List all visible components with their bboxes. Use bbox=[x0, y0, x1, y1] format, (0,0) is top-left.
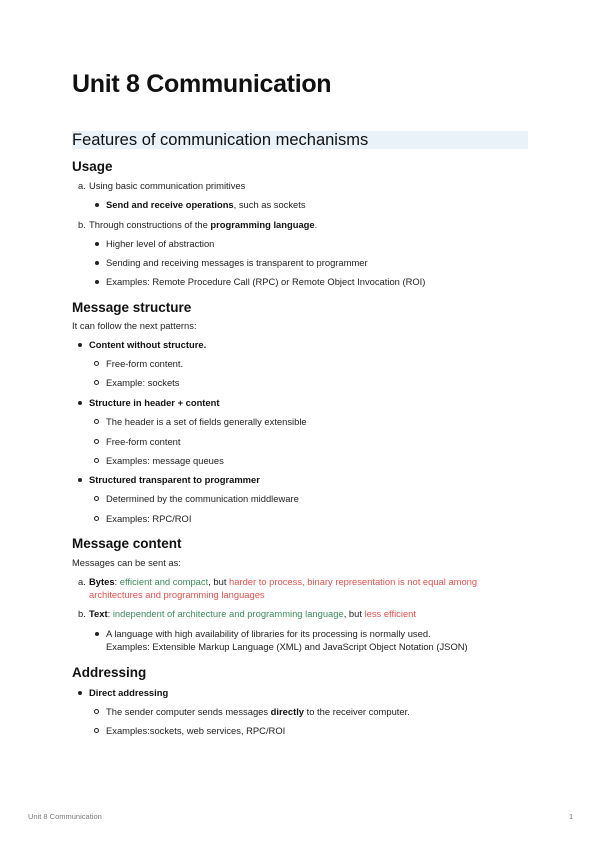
bullet-dot bbox=[95, 203, 99, 207]
bullet-dot bbox=[95, 632, 99, 636]
list-item: Determined by the communication middleware bbox=[106, 493, 299, 504]
page-title: Unit 8 Communication bbox=[72, 70, 332, 98]
bullet-ring bbox=[94, 458, 99, 463]
section-heading: Features of communication mechanisms bbox=[72, 131, 369, 149]
list-item: Bytes: efficient and compact, but harder to process, binary representation is not equal among bbox=[89, 576, 478, 587]
bullet-ring bbox=[94, 439, 99, 444]
list-item: Free-form content bbox=[106, 436, 181, 447]
bullet-dot bbox=[78, 691, 82, 695]
list-item: Examples: message queues bbox=[106, 455, 224, 466]
list-item: Send and receive operations, such as sockets bbox=[106, 199, 306, 210]
list-item: Examples: RPC/ROI bbox=[106, 513, 192, 524]
bullet-dot bbox=[78, 343, 82, 347]
usage-heading: Usage bbox=[72, 159, 113, 174]
list-item: Text: independent of architecture and programming language, but less efficient bbox=[89, 608, 416, 619]
bullet-ring bbox=[94, 516, 99, 521]
list-item: Structure in header + content bbox=[89, 397, 220, 408]
list-item: A language with high availability of libraries for its processing is normally used. bbox=[106, 628, 431, 639]
list-item-continuation: architectures and programming languages bbox=[89, 589, 265, 600]
list-item: Higher level of abstraction bbox=[106, 238, 215, 249]
list-marker: a. bbox=[78, 180, 86, 191]
list-item: Using basic communication primitives bbox=[89, 180, 246, 191]
bullet-ring bbox=[94, 380, 99, 385]
bullet-ring bbox=[94, 728, 99, 733]
footer-title: Unit 8 Communication bbox=[28, 812, 102, 821]
list-item: Examples: Remote Procedure Call (RPC) or Remote Object Invocation (ROI) bbox=[106, 276, 426, 287]
message-content-heading: Message content bbox=[72, 536, 182, 551]
list-item: Direct addressing bbox=[89, 687, 169, 698]
bullet-dot bbox=[78, 478, 82, 482]
bullet-ring bbox=[94, 419, 99, 424]
list-marker: b. bbox=[78, 219, 86, 230]
bullet-ring bbox=[94, 496, 99, 501]
list-item: Free-form content. bbox=[106, 358, 184, 369]
list-item: Through constructions of the programming language. bbox=[89, 219, 318, 230]
addressing-heading: Addressing bbox=[72, 665, 147, 680]
bullet-ring bbox=[94, 361, 99, 366]
page-number: 1 bbox=[569, 812, 574, 821]
list-item: Example: sockets bbox=[106, 377, 180, 388]
list-marker: b. bbox=[78, 608, 86, 619]
list-item: Structured transparent to programmer bbox=[89, 474, 260, 485]
list-item: Examples:sockets, web services, RPC/ROI bbox=[106, 725, 286, 736]
list-marker: a. bbox=[78, 576, 86, 587]
bullet-dot bbox=[95, 242, 99, 246]
list-item: The sender computer sends messages directly to the receiver computer. bbox=[106, 706, 410, 717]
bullet-ring bbox=[94, 709, 99, 714]
bullet-dot bbox=[95, 261, 99, 265]
list-item: Content without structure. bbox=[89, 339, 207, 350]
paragraph: It can follow the next patterns: bbox=[72, 320, 197, 331]
message-structure-heading: Message structure bbox=[72, 300, 192, 315]
list-item: Sending and receiving messages is transparent to programmer bbox=[106, 257, 368, 268]
list-item-continuation: Examples: Extensible Markup Language (XML) and JavaScript Object Notation (JSON) bbox=[106, 641, 468, 652]
section-heading-bar bbox=[72, 131, 528, 149]
bullet-dot bbox=[78, 401, 82, 405]
paragraph: Messages can be sent as: bbox=[72, 557, 181, 568]
list-item: The header is a set of fields generally extensible bbox=[106, 416, 307, 427]
bullet-dot bbox=[95, 280, 99, 284]
